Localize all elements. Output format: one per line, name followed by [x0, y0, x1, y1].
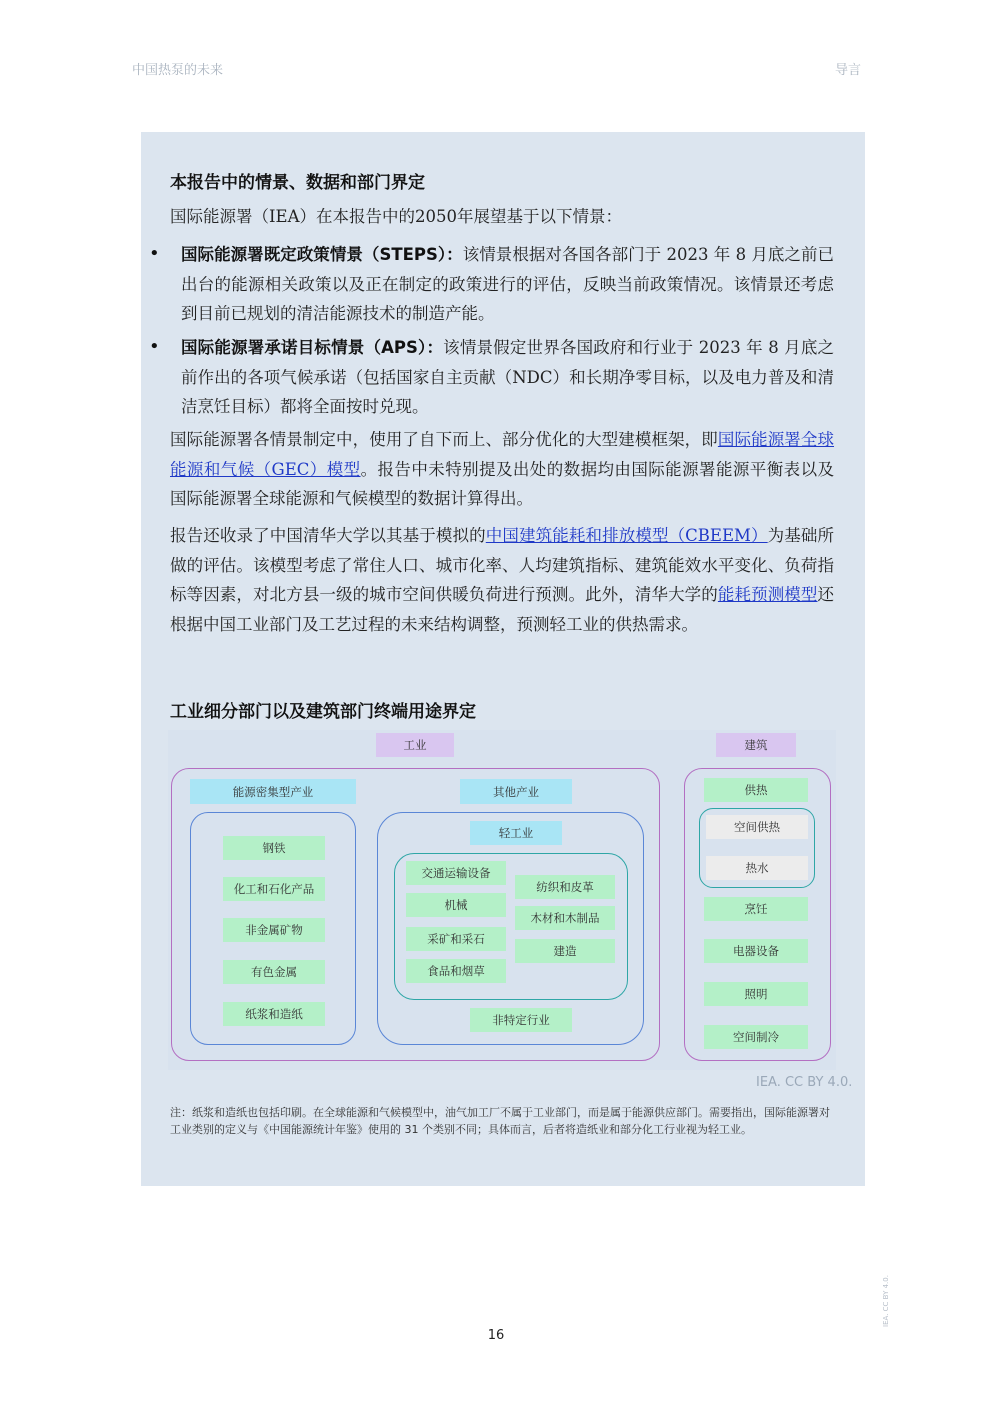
use-hot-water: 热水: [706, 856, 808, 880]
cbeem-model-link[interactable]: 中国建筑能耗和排放模型（CBEEM）: [485, 526, 768, 545]
paragraph-text: 报告还收录了中国清华大学以其基于模拟的: [170, 526, 486, 545]
page-number: 16: [487, 1328, 505, 1343]
paragraph-text: 还根据中国工业部门及工艺过程的未来结构调整，预测轻工业的供热需求。: [170, 585, 835, 634]
bullet-steps: [181, 240, 834, 329]
bullet-aps: [181, 333, 834, 422]
side-credit: [880, 1272, 892, 1334]
bullet-marker: •: [149, 336, 160, 357]
sector-non-specified: 非特定行业: [470, 1008, 572, 1032]
box-intro: 国际能源署（IEA）在本报告中的2050年展望基于以下情景：: [170, 207, 622, 226]
bullet-aps-term: 国际能源署承诺目标情景（APS）：: [181, 338, 444, 357]
heating-label: 供热: [704, 778, 808, 802]
energy-intensive-label: 能源密集型产业: [190, 779, 356, 804]
sector-food-tobacco: 食品和烟草: [406, 959, 506, 983]
sector-pulp-paper: 纸浆和造纸: [223, 1002, 325, 1026]
box-title: 本报告中的情景、数据和部门界定: [170, 173, 425, 193]
bullet-marker: •: [149, 243, 160, 264]
use-lighting: 照明: [704, 982, 808, 1006]
gec-model-link[interactable]: 国际能源署全球能源和气候（GEC）模型: [170, 430, 835, 479]
running-header-section: 导言: [835, 63, 862, 78]
bullet-aps-text: 该情景假定世界各国政府和行业于 2023 年 8 月底之前作出的各项气候承诺（包括国家自主贡献（NDC）和长期净零目标，以及电力普及和清洁烹饪目标）都将全面按时兑现。: [181, 338, 835, 416]
paragraph-text: 为基础所做的评估。该模型考虑了常住人口、城市化率、人均建筑指标、建筑能效水平变化、负荷指标等因素，对北方县一级的城市空间供暖负荷进行预测。此外，清华大学的: [170, 526, 835, 604]
sector-textiles-leather: 纺织和皮革: [515, 875, 615, 899]
bullet-steps-term: 国际能源署既定政策情景（STEPS）：: [181, 245, 463, 264]
use-space-cooling: 空间制冷: [704, 1025, 808, 1049]
sector-transport-equipment: 交通运输设备: [406, 861, 506, 885]
diagram-title: 工业细分部门以及建筑部门终端用途界定: [170, 702, 476, 722]
paragraph-text: 国际能源署各情景制定中，使用了自下而上、部分优化的大型建模框架，即: [170, 430, 718, 449]
use-space-heating: 空间供热: [706, 815, 808, 839]
diagram-credit: IEA. CC BY 4.0.: [756, 1075, 853, 1090]
sector-construction: 建造: [515, 939, 615, 963]
building-label: 建筑: [716, 733, 796, 757]
sector-diagram: [168, 730, 836, 1070]
side-credit-text: IEA. CC BY 4.0.: [882, 1275, 890, 1327]
sector-mining-quarrying: 采矿和采石: [406, 927, 506, 951]
sector-steel: 钢铁: [223, 836, 325, 860]
diagram-note: 注：纸浆和造纸也包括印刷。在全球能源和气候模型中，油气加工厂不属于工业部门，而是属于能源供应部门。需要指出，国际能源署对工业类别的定义与《中国能源统计年鉴》使用的 31 个类别不同；具体而言，后者将造纸业和部分化工行业视为轻工业。: [170, 1106, 830, 1136]
sector-machinery: 机械: [406, 893, 506, 917]
sector-non-metallic-minerals: 非金属矿物: [223, 918, 325, 942]
light-industry-label: 轻工业: [470, 821, 562, 845]
industry-label: 工业: [376, 733, 454, 757]
sector-wood-products: 木材和木制品: [515, 906, 615, 930]
paragraph-tsinghua: [170, 521, 834, 639]
paragraph-models: [170, 425, 834, 514]
paragraph-text: 。报告中未特别提及出处的数据均由国际能源署能源平衡表以及国际能源署全球能源和气候模型的数据计算得出。: [170, 459, 834, 508]
use-cooking: 烹饪: [704, 897, 808, 921]
energy-forecast-model-link[interactable]: 能耗预测模型: [717, 585, 818, 604]
other-industry-label: 其他产业: [460, 779, 572, 804]
sector-chemicals: 化工和石化产品: [223, 877, 325, 901]
running-header-title: 中国热泵的未来: [132, 63, 224, 78]
sector-non-ferrous-metals: 有色金属: [223, 960, 325, 984]
bullet-steps-text: 该情景根据对各国各部门于 2023 年 8 月底之前已出台的能源相关政策以及正在制定的政策进行的评估，反映当前政策情况。该情景还考虑到目前已规划的清洁能源技术的制造产能。: [181, 245, 834, 323]
use-appliances: 电器设备: [704, 939, 808, 963]
